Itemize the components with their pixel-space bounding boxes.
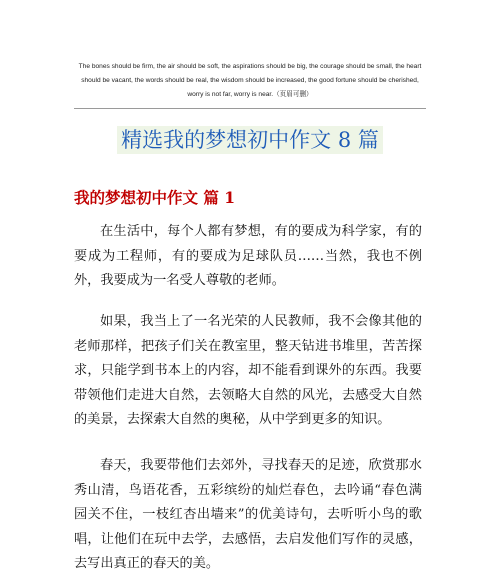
body-paragraph-3: 春天，我要带他们去郊外，寻找春天的足迹，欣赏那水秀山清，鸟语花香，五彩缤纷的灿烂春色，去吟诵“春色满园关不住，一枝红杏出墙来”的优美诗句，去听听小鸟的歌唱，让他们在玩中去学，去感悟，去启发他们写作的灵感，去写出真正的春天的美。 bbox=[74, 458, 422, 572]
body-paragraph-2: 如果，我当上了一名光荣的人民教师，我不会像其他的老师那样，把孩子们关在教室里，整天钻进书堆里，苦苦探求，只能学到书本上的内容，却不能看到课外的东西。我要带领他们走进大自然，去领略大自然的风光，去感受大自然的美景，去探索大自然的奥秘，从中学到更多的知识。 bbox=[74, 314, 422, 428]
section-heading: 我的梦想初中作文 篇 1 bbox=[74, 188, 236, 207]
document-title-text: 精选我的梦想初中作文 8 篇 bbox=[117, 126, 383, 154]
page-header-text: The bones should be firm, the air should be soft, the aspirations should be big, the courage should be small, the heart should be vacant, the words should be real, the wisdom should be increased, the good fortune should be cherished, worry is not far, worry is near.（页眉可删） bbox=[78, 63, 422, 98]
header-divider bbox=[74, 108, 426, 109]
body-paragraph-1: 在生活中，每个人都有梦想，有的要成为科学家，有的要成为工程师，有的要成为足球队员……当然，我也不例外，我要成为一名受人尊敬的老师。 bbox=[74, 224, 422, 289]
document-title bbox=[0, 126, 500, 154]
